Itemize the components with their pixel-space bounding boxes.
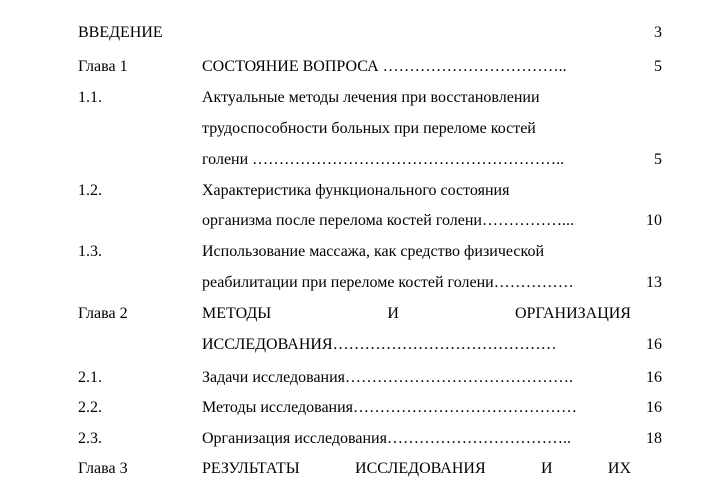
toc-entry-title-justified (202, 298, 631, 329)
toc-entry-title-justified (202, 453, 631, 484)
toc-page-number: 16 (646, 399, 662, 416)
toc-entry-1-1-cont (0, 144, 720, 175)
toc-entry-title-line: трудоспособности больных при переломе костей (202, 120, 536, 137)
toc-page-number: 10 (646, 212, 662, 229)
toc-entry-title: Организация исследования…………………………….. (202, 430, 571, 447)
toc-entry-number: Глава 2 (78, 305, 128, 322)
toc-page-number: 5 (654, 151, 662, 168)
toc-entry-2-1 (0, 362, 720, 393)
toc-page-number: 16 (646, 369, 662, 386)
toc-title-word: ОРГАНИЗАЦИЯ (515, 305, 631, 322)
toc-entry-number: 1.3. (78, 243, 102, 260)
toc-entry-number: Глава 1 (78, 58, 128, 75)
toc-entry-title-line: организма после перелома костей голени……………... (202, 212, 574, 229)
toc-entry-number: 2.1. (78, 369, 102, 386)
toc-page-number: 18 (646, 430, 662, 447)
toc-entry-number: 1.2. (78, 182, 102, 199)
toc-title-word: ИССЛЕДОВАНИЯ (355, 460, 486, 477)
toc-title-word: МЕТОДЫ (202, 305, 272, 322)
toc-entry-2-3 (0, 423, 720, 454)
toc-entry-title-line: Характеристика функционального состояния (202, 182, 510, 199)
toc-page-number: 5 (654, 58, 662, 75)
toc-entry-introduction (0, 17, 720, 48)
toc-entry-2-2 (0, 392, 720, 423)
toc-entry-title: Методы исследования…………………………………… (202, 399, 578, 416)
toc-title-word: И (387, 305, 399, 322)
toc-entry-chapter-2 (0, 298, 720, 329)
toc-entry-title-line: Актуальные методы лечения при восстановлении (202, 89, 540, 106)
toc-entry-chapter-1 (0, 51, 720, 82)
toc-title-word: И (540, 460, 553, 477)
toc-entry-label: ВВЕДЕНИЕ (78, 24, 163, 41)
toc-entry-number: 1.1. (78, 89, 102, 106)
toc-page-number: 16 (646, 336, 662, 353)
toc-entry-title-line: голени ………………………………………………….. (202, 151, 565, 168)
toc-entry-title: Задачи исследования……………………………………. (202, 369, 574, 386)
toc-entry-number: 2.3. (78, 430, 102, 447)
toc-entry-title-line: Использование массажа, как средство физической (202, 243, 545, 260)
toc-entry-chapter-3 (0, 453, 720, 484)
toc-entry-number: Глава 3 (78, 460, 128, 477)
toc-entry-1-3-cont (0, 267, 720, 298)
toc-entry-1-2 (0, 175, 720, 206)
toc-page-number: 3 (654, 24, 662, 41)
toc-entry-1-1-cont (0, 113, 720, 144)
toc-page-number: 13 (646, 274, 662, 291)
toc-entry-title: СОСТОЯНИЕ ВОПРОСА …………………………….. (202, 58, 567, 75)
toc-title-word: ИХ (607, 460, 631, 477)
toc-title-word: РЕЗУЛЬТАТЫ (202, 460, 300, 477)
toc-entry-1-3 (0, 236, 720, 267)
toc-entry-title-line: ИССЛЕДОВАНИЯ…………………………………… (202, 336, 557, 353)
toc-entry-chapter-2-cont (0, 329, 720, 360)
toc-entry-1-1 (0, 82, 720, 113)
toc-entry-1-2-cont (0, 205, 720, 236)
toc-entry-title-line: реабилитации при переломе костей голени…………… (202, 274, 574, 291)
toc-entry-number: 2.2. (78, 399, 102, 416)
